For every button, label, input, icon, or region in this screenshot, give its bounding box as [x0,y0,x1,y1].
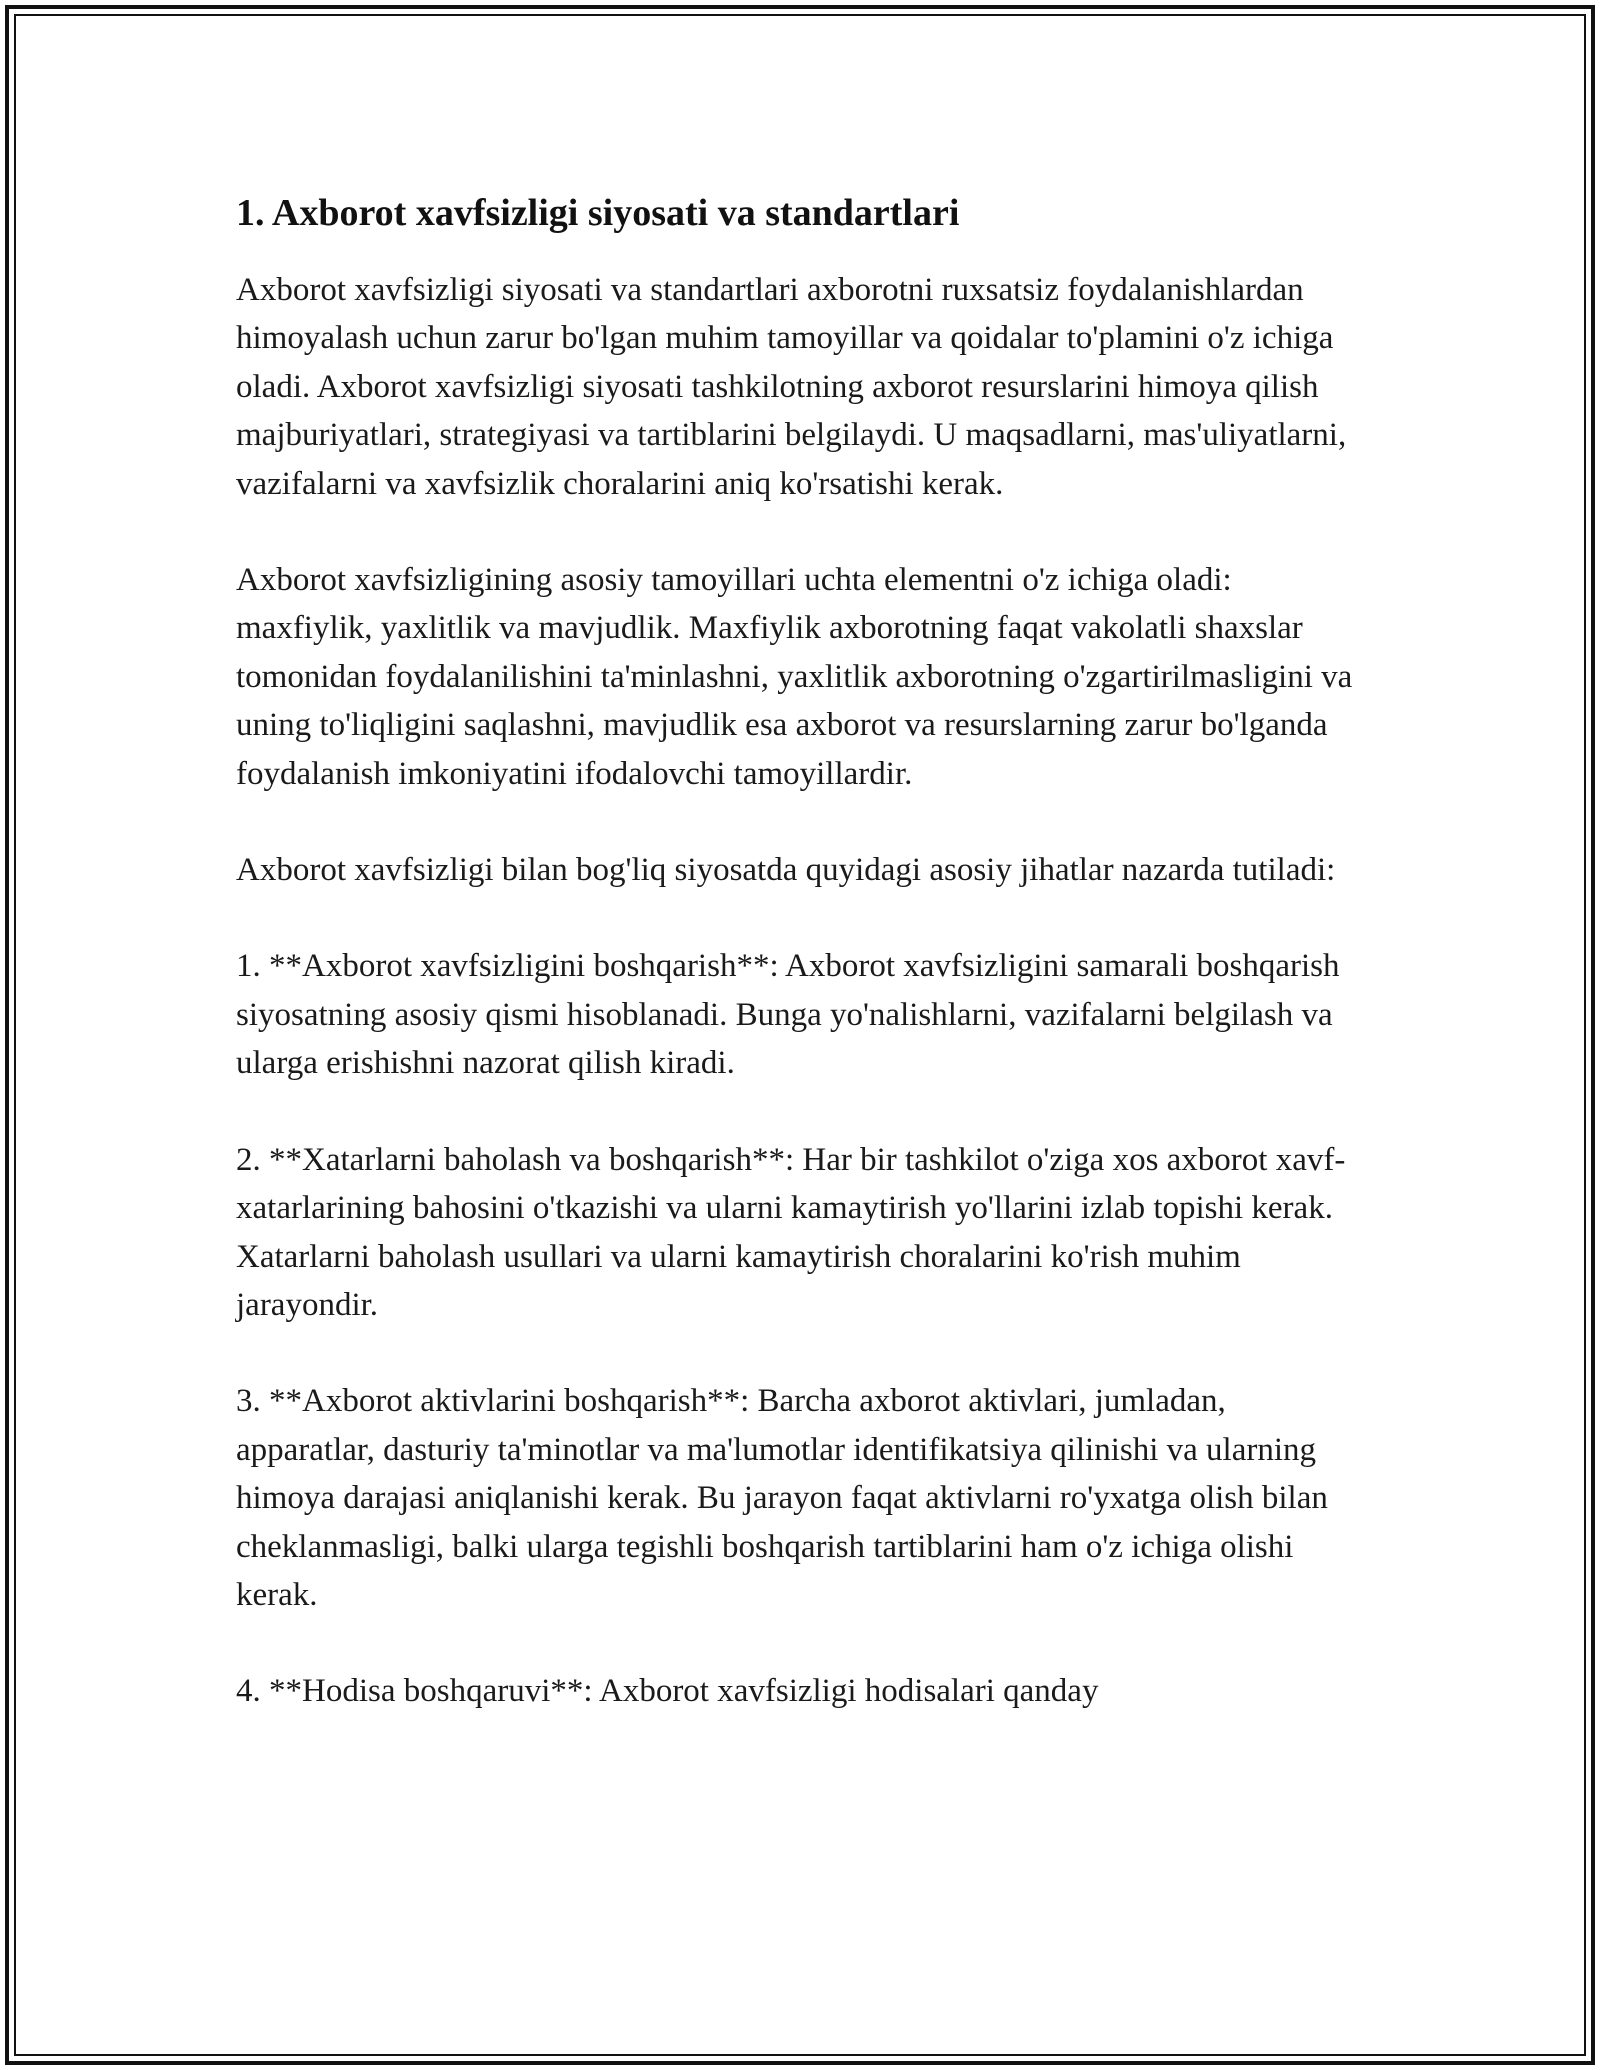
list-item-incident-management: 4. **Hodisa boshqaruvi**: Axborot xavfsizligi hodisalari qanday [236,1673,1099,1710]
paragraph-intro: Axborot xavfsizligi siyosati va standartlari axborotni ruxsatsiz foydalanishlardan himoyalash uchun zarur bo'lgan muhim tamoyillar va qoidalar to'plamini o'z ichiga oladi. Axborot xavfsizligi siyosati tashkilotning axborot resurslarini himoya qilish majburiyatlari, strategiyasi va tartiblarini belgilaydi. U maqsadlarni, mas'uliyatlarni, vazifalarni va xavfsizlik choralarini aniq ko'rsatishi kerak. [236,272,1347,502]
list-item-asset-management: 3. **Axborot aktivlarini boshqarish**: Barcha axborot aktivlari, jumladan, apparatlar, dasturiy ta'minotlar va ma'lumotlar identifikatsiya qilinishi va ularning himoya darajasi aniqlanishi kerak. Bu jarayon faqat aktivlarni ro'yxatga olish bilan cheklanmasligi, balki ularga tegishli boshqarish tartiblarini ham o'z ichiga olishi kerak. [236,1383,1328,1613]
list-item-risk-assessment: 2. **Xatarlarni baholash va boshqarish**: Har bir tashkilot o'ziga xos axborot xavf-xatarlarining bahosini o'tkazishi va ularni kamaytirish yo'llarini izlab topishi kerak. Xatarlarni baholash usullari va ularni kamaytirish choralarini ko'rish muhim jarayondir. [236,1141,1346,1323]
paragraph-aspects-intro: Axborot xavfsizligi bilan bog'liq siyosatda quyidagi asosiy jihatlar nazarda tutiladi: [236,852,1336,889]
document-body [236,186,1366,1716]
paragraph-principles: Axborot xavfsizligining asosiy tamoyillari uchta elementni o'z ichiga oladi: maxfiylik, yaxlitlik va mavjudlik. Maxfiylik axborotning faqat vakolatli shaxslar tomonidan foydalanilishini ta'minlashni, yaxlitlik axborotning o'zgartirilmasligini va uning to'liqligini saqlashni, mavjudlik esa axborot va resurslarning zarur bo'lganda foydalanish imkoniyatini ifodalovchi tamoyillardir. [236,562,1353,792]
section-heading: 1. Axborot xavfsizligi siyosati va standartlari [236,192,960,234]
list-item-security-management: 1. **Axborot xavfsizligini boshqarish**: Axborot xavfsizligini samarali boshqarish siyosatning asosiy qismi hisoblanadi. Bunga yo'nalishlarni, vazifalarni belgilash va ularga erishishni nazorat qilish kiradi. [236,948,1340,1082]
